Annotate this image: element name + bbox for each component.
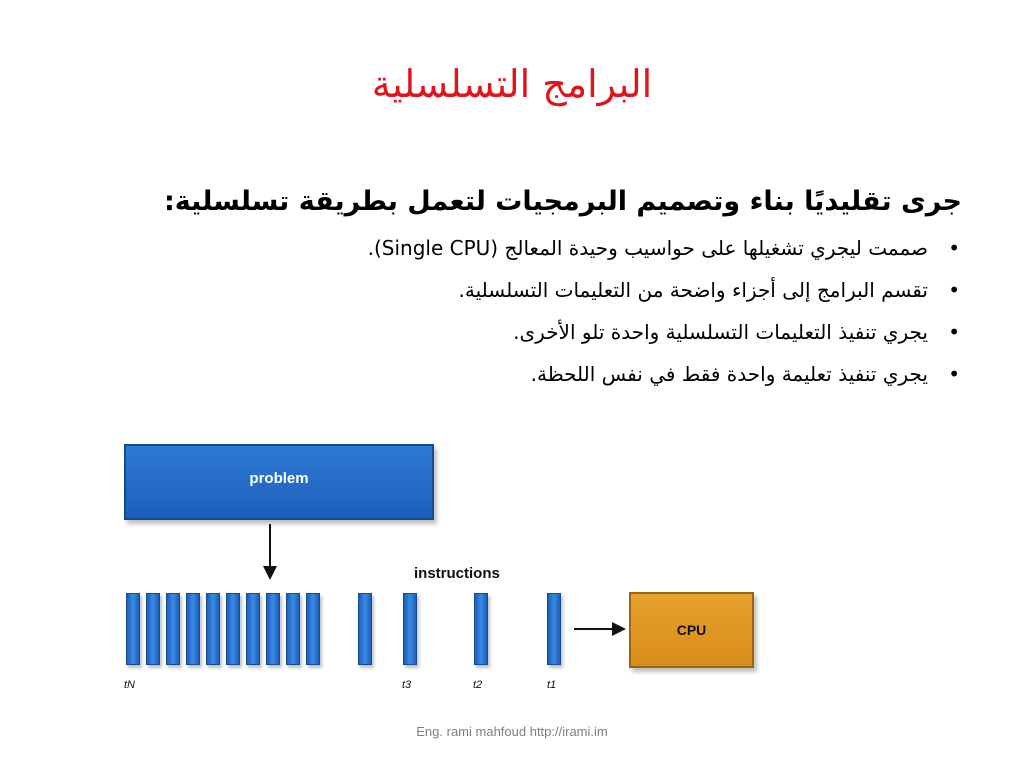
bullet-list <box>142 227 962 395</box>
time-label-t3: t3 <box>402 679 412 691</box>
bullet-text: يجري تنفيذ التعليمات التسلسلية واحدة تلو الأخرى. <box>513 320 928 344</box>
bullet-period: . <box>367 236 374 260</box>
bullet-item <box>142 269 962 311</box>
instruction-block <box>226 593 240 665</box>
bullet-marker: • <box>948 362 960 386</box>
instruction-block <box>246 593 260 665</box>
arrow-right-icon <box>574 621 628 637</box>
slide-content <box>142 186 962 395</box>
instruction-block <box>266 593 280 665</box>
instruction-block <box>306 593 320 665</box>
bullet-cpu-term: (Single CPU) <box>373 236 499 260</box>
instruction-block <box>126 593 140 665</box>
bullet-marker: • <box>948 236 960 260</box>
instructions-label: instructions <box>414 565 500 582</box>
bullet-text: يجري تنفيذ تعليمة واحدة فقط في نفس اللحظة. <box>530 362 928 386</box>
bullet-item <box>142 311 962 353</box>
instruction-block <box>358 593 372 665</box>
instruction-block <box>547 593 561 665</box>
bullet-text: صممت ليجري تشغيلها على حواسيب وحيدة المعالج <box>498 236 928 260</box>
bullet-item <box>142 353 962 395</box>
instruction-block <box>166 593 180 665</box>
time-label-t1: t1 <box>547 679 557 691</box>
time-label-t2: t2 <box>473 679 483 691</box>
instruction-block <box>186 593 200 665</box>
instruction-block <box>286 593 300 665</box>
instruction-block <box>206 593 220 665</box>
cpu-box: CPU <box>629 592 754 668</box>
problem-box: problem <box>124 444 434 520</box>
time-label-tN: tN <box>124 679 135 691</box>
footer-credit: Eng. rami mahfoud http://irami.im <box>416 724 608 739</box>
instruction-block <box>146 593 160 665</box>
slide-heading: جرى تقليديًا بناء وتصميم البرمجيات لتعمل بطريقة تسلسلية: <box>164 186 962 217</box>
bullet-marker: • <box>948 278 960 302</box>
slide-title: البرامج التسلسلية <box>371 62 653 106</box>
bullet-marker: • <box>948 320 960 344</box>
arrow-down-icon <box>262 524 278 582</box>
instruction-block <box>474 593 488 665</box>
bullet-item <box>142 227 962 269</box>
bullet-text: تقسم البرامج إلى أجزاء واضحة من التعليمات التسلسلية. <box>458 278 928 302</box>
instruction-block <box>403 593 417 665</box>
